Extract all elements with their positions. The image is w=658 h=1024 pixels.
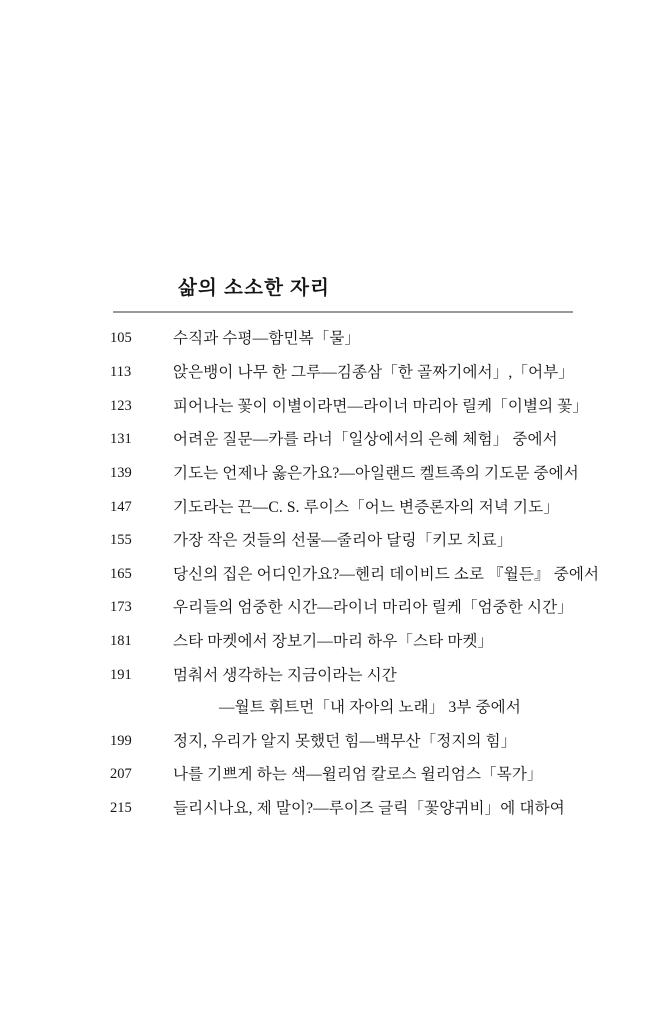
- toc-entry-body: [173, 598, 658, 618]
- toc-entry-page-number: 191: [110, 666, 132, 683]
- toc-entry-body: [173, 430, 658, 450]
- toc-entry-body: [173, 329, 658, 349]
- toc-entry-title: 기도라는 끈―C. S. 루이스「어느 변증론자의 저녁 기도」: [173, 498, 559, 516]
- toc-entry-title: 피어나는 꽃이 이별이라면―라이너 마리아 릴케「이별의 꽃」: [173, 397, 589, 415]
- toc-entry[interactable]: [0, 632, 658, 652]
- toc-entry-title: 당신의 집은 어디인가요?―헨리 데이비드 소로 『월든』 중에서: [173, 565, 600, 583]
- toc-entry[interactable]: [0, 464, 658, 484]
- table-of-contents: [0, 276, 658, 832]
- toc-entry-title: 나를 기쁘게 하는 색―윌리엄 칼로스 윌리엄스「목가」: [173, 766, 543, 784]
- toc-entry-title: 기도는 언제나 옳은가요?―아일랜드 켈트족의 기도문 중에서: [173, 464, 579, 482]
- toc-entry-page-number: 165: [110, 565, 132, 582]
- toc-entry[interactable]: [0, 565, 658, 585]
- toc-entry-body: [173, 363, 658, 383]
- toc-entry-page-number: 215: [110, 799, 132, 816]
- toc-entry[interactable]: [0, 799, 658, 819]
- toc-entry-body: [173, 666, 658, 718]
- toc-entry-page-number: 131: [110, 431, 132, 448]
- toc-entry-body: [173, 632, 658, 652]
- toc-entry-page-number: 181: [110, 633, 132, 650]
- toc-entry[interactable]: [0, 765, 658, 785]
- toc-entry-title: 수직과 수평―함민복「물」: [173, 330, 361, 348]
- toc-entry-body: [173, 531, 658, 551]
- toc-entry[interactable]: [0, 498, 658, 518]
- toc-entry-page-number: 123: [110, 397, 132, 414]
- section-heading: 삶의 소소한 자리: [178, 278, 331, 299]
- toc-entry-page-number: 147: [110, 498, 132, 515]
- toc-entry-list: [0, 329, 658, 819]
- toc-entry[interactable]: [0, 598, 658, 618]
- toc-entry[interactable]: [0, 430, 658, 450]
- toc-entry-page-number: 207: [110, 766, 132, 783]
- toc-entry[interactable]: [0, 531, 658, 551]
- toc-entry-body: [173, 799, 658, 819]
- toc-entry-title: 가장 작은 것들의 선물―줄리아 달링「키모 치료」: [173, 532, 513, 550]
- toc-entry-title: 어려운 질문―카를 라너「일상에서의 은혜 체험」 중에서: [173, 431, 558, 449]
- toc-entry-title: 앉은뱅이 나무 한 그루―김종삼「한 골짜기에서」,「어부」: [173, 363, 574, 381]
- toc-entry-page-number: 155: [110, 532, 132, 549]
- toc-entry-page-number: 199: [110, 732, 132, 749]
- toc-entry-title: 스타 마켓에서 장보기―마리 하우「스타 마켓」: [173, 633, 494, 651]
- toc-entry-page-number: 139: [110, 464, 132, 481]
- toc-entry-page-number: 105: [110, 330, 132, 347]
- toc-entry-body: [173, 732, 658, 752]
- toc-entry[interactable]: [0, 732, 658, 752]
- toc-entry-body: [173, 464, 658, 484]
- toc-entry-title: 우리들의 엄중한 시간―라이너 마리아 릴케「엄중한 시간」: [173, 599, 573, 617]
- toc-entry-title: 정지, 우리가 알지 못했던 힘―백무산「정지의 힘」: [173, 732, 517, 750]
- toc-entry[interactable]: [0, 666, 658, 718]
- toc-entry-title: 멈춰서 생각하는 지금이라는 시간: [173, 666, 397, 684]
- toc-entry-title: 들리시나요, 제 말이?―루이즈 글릭「꽃양귀비」에 대하여: [173, 799, 565, 817]
- toc-entry-body: [173, 765, 658, 785]
- toc-entry[interactable]: [0, 397, 658, 417]
- toc-entry[interactable]: [0, 329, 658, 349]
- toc-entry-subline: ―월트 휘트먼「내 자아의 노래」 3부 중에서: [219, 698, 521, 716]
- toc-entry-body: [173, 565, 658, 585]
- toc-entry[interactable]: [0, 363, 658, 383]
- toc-entry-body: [173, 397, 658, 417]
- toc-entry-body: [173, 498, 658, 518]
- toc-entry-page-number: 113: [110, 363, 132, 380]
- toc-entry-page-number: 173: [110, 599, 132, 616]
- heading-divider: [113, 311, 573, 313]
